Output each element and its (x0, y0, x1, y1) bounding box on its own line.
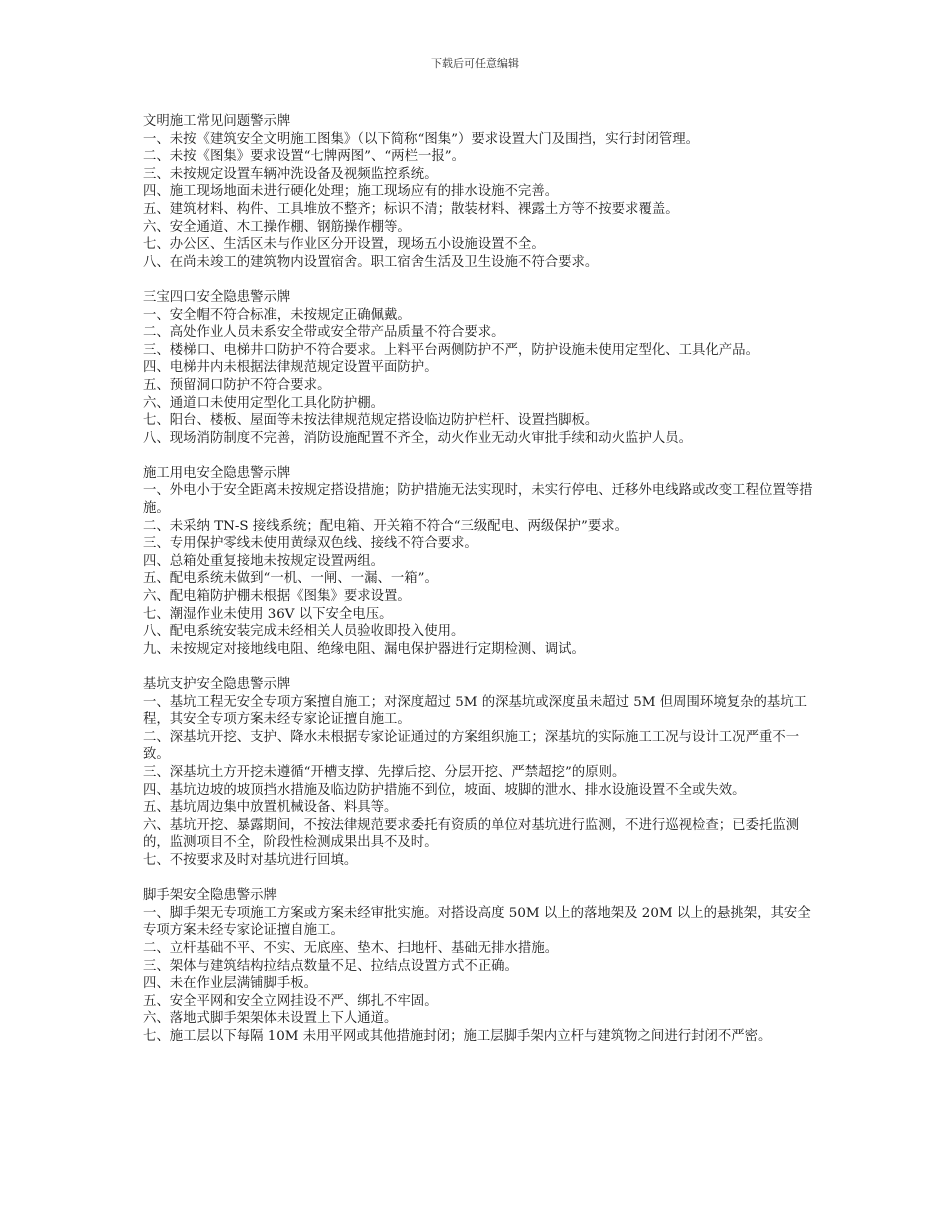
list-item: 八、现场消防制度不完善，消防设施配置不齐全，动火作业无动火审批手续和动火监护人员。 (143, 430, 693, 446)
section-title: 脚手架安全隐患警示牌 (143, 888, 277, 904)
list-item: 四、施工现场地面未进行硬化处理；施工现场应有的排水设施不完善。 (143, 184, 559, 200)
list-item: 六、安全通道、木工操作棚、钢筋操作棚等。 (143, 219, 411, 235)
list-item: 五、安全平网和安全立网挂设不严、绑扎不牢固。 (143, 993, 438, 1009)
list-item: 五、基坑周边集中放置机械设备、料具等。 (143, 800, 398, 816)
list-item: 七、办公区、生活区未与作业区分开设置，现场五小设施设置不全。 (143, 237, 545, 253)
section-title: 三宝四口安全隐患警示牌 (143, 289, 291, 305)
list-item: 九、未按规定对接地线电阻、绝缘电阻、漏电保护器进行定期检测、调试。 (143, 641, 585, 657)
list-item: 一、脚手架无专项施工方案或方案未经审批实施。对搭设高度 50M 以上的落地架及 20M 以上的悬挑架，其安全专项方案未经专家论证擅自施工。 (143, 905, 811, 939)
document-body (143, 113, 818, 1063)
list-item: 四、未在作业层满铺脚手板。 (143, 976, 318, 992)
list-item: 七、潮湿作业未使用 36V 以下安全电压。 (143, 606, 393, 622)
list-item: 八、配电系统安装完成未经相关人员验收即投入使用。 (143, 624, 465, 640)
list-item: 五、建筑材料、构件、工具堆放不整齐；标识不清；散装材料、裸露土方等不按要求覆盖。 (143, 201, 679, 217)
list-item: 六、通道口未使用定型化工具化防护棚。 (143, 395, 385, 411)
list-item: 三、专用保护零线未使用黄绿双色线、接线不符合要求。 (143, 536, 478, 552)
list-item: 四、电梯井内未根据法律规范规定设置平面防护。 (143, 360, 438, 376)
list-item: 三、未按规定设置车辆冲洗设备及视频监控系统。 (143, 166, 438, 182)
list-item: 七、阳台、楼板、屋面等未按法律规范规定搭设临边防护栏杆、设置挡脚板。 (143, 413, 599, 429)
section-title: 基坑支护安全隐患警示牌 (143, 677, 291, 692)
list-item: 六、配电箱防护棚未根据《图集》要求设置。 (143, 589, 411, 605)
section-three-treasures-four-openings (143, 289, 818, 447)
list-item: 一、基坑工程无安全专项方案擅自施工；对深度超过 5M 的深基坑或深度虽未超过 5M 但周围环境复杂的基坑工程，其安全专项方案未经专家论证擅自施工。 (143, 694, 808, 728)
list-item: 七、施工层以下每隔 10M 未用平网或其他措施封闭；施工层脚手架内立杆与建筑物之间进行封闭不严密。 (143, 1028, 772, 1044)
list-item: 六、基坑开挖、暴露期间，不按法律规范要求委托有资质的单位对基坑进行监测，不进行巡视检查；已委托监测的，监测项目不全，阶段性检测成果出具不及时。 (143, 817, 800, 851)
list-item: 二、深基坑开挖、支护、降水未根据专家论证通过的方案组织施工；深基坑的实际施工工况与设计工况严重不一致。 (143, 729, 800, 763)
list-item: 一、外电小于安全距离未按规定搭设措施；防护措施无法实现时，未实行停电、迁移外电线路或改变工程位置等措施。 (143, 483, 813, 517)
list-item: 二、未按《图集》要求设置“七牌两图”、“两栏一报”。 (143, 149, 465, 165)
list-item: 三、架体与建筑结构拉结点数量不足、拉结点设置方式不正确。 (143, 958, 518, 974)
list-item: 四、总箱处重复接地未按规定设置两组。 (143, 553, 385, 569)
list-item: 八、在尚未竣工的建筑物内设置宿舍。职工宿舍生活及卫生设施不符合要求。 (143, 254, 599, 270)
list-item: 五、配电系统未做到“一机、一闸、一漏、一箱”。 (143, 571, 438, 587)
list-item: 五、预留洞口防护不符合要求。 (143, 377, 331, 393)
section-scaffolding (143, 887, 818, 1045)
list-item: 一、未按《建筑安全文明施工图集》（以下简称“图集”）要求设置大门及围挡，实行封闭管理。 (143, 131, 700, 147)
page-header-note: 下载后可任意编辑 (431, 57, 519, 70)
list-item: 四、基坑边坡的坡顶挡水措施及临边防护措施不到位，坡面、坡脚的泄水、排水设施设置不全或失效。 (143, 782, 746, 798)
list-item: 二、未采纳 TN-S 接线系统；配电箱、开关箱不符合“三级配电、两级保护”要求。 (143, 518, 629, 534)
section-title: 施工用电安全隐患警示牌 (143, 465, 291, 481)
section-foundation-pit-support (143, 676, 818, 870)
list-item: 三、楼梯口、电梯井口防护不符合要求。上料平台两侧防护不严，防护设施未使用定型化、工具化产品。 (143, 342, 759, 358)
section-construction-electricity (143, 465, 818, 659)
list-item: 三、深基坑土方开挖未遵循“开槽支撑、先撑后挖、分层开挖、严禁超挖”的原则。 (143, 764, 626, 780)
list-item: 六、落地式脚手架架体未设置上下人通道。 (143, 1011, 398, 1027)
section-civilized-construction (143, 113, 818, 271)
list-item: 一、安全帽不符合标准，未按规定正确佩戴。 (143, 307, 411, 323)
list-item: 二、高处作业人员未系安全带或安全带产品质量不符合要求。 (143, 325, 505, 341)
list-item: 二、立杆基础不平、不实、无底座、垫木、扫地杆、基础无排水措施。 (143, 940, 559, 956)
section-title: 文明施工常见问题警示牌 (143, 114, 291, 129)
list-item: 七、不按要求及时对基坑进行回填。 (143, 852, 358, 868)
